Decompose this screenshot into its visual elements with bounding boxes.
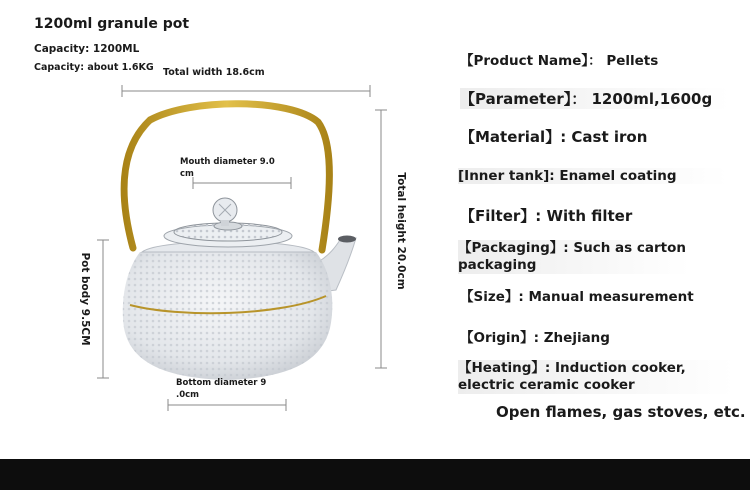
mouth-diameter-label: Mouth diameter 9.0 cm bbox=[180, 157, 275, 179]
spec-origin: 【Origin】: Zhejiang bbox=[460, 330, 610, 346]
spec-inner-tank: [Inner tank]: Enamel coating bbox=[458, 168, 728, 184]
spec-product-name: 【Product Name】： Pellets bbox=[460, 53, 659, 69]
pot-body-label: Pot body 9.5CM bbox=[79, 252, 91, 346]
spec-parameter: 【Parameter】： 1200ml,1600g bbox=[460, 88, 730, 109]
bottom-diameter-label: Bottom diameter 9 .0cm bbox=[176, 378, 267, 400]
product-title: 1200ml granule pot bbox=[34, 16, 190, 32]
weight-label: Capacity: about 1.6KG bbox=[34, 62, 154, 73]
spec-heating-extra: Open flames, gas stoves, etc. bbox=[496, 403, 746, 421]
spec-material: 【Material】: Cast iron bbox=[460, 128, 648, 146]
bottom-bar bbox=[0, 459, 750, 490]
spec-filter: 【Filter】: With filter bbox=[460, 207, 633, 225]
total-width-label: Total width 18.6cm bbox=[163, 67, 265, 78]
capacity-label: Capacity: 1200ML bbox=[34, 43, 140, 55]
spec-size: 【Size】: Manual measurement bbox=[460, 289, 694, 305]
total-height-label: Total height 20.0cm bbox=[395, 172, 407, 290]
spec-packaging: 【Packaging】: Such as carton packaging bbox=[458, 240, 690, 274]
spec-heating: 【Heating】: Induction cooker, electric ceramic cooker bbox=[458, 360, 734, 394]
